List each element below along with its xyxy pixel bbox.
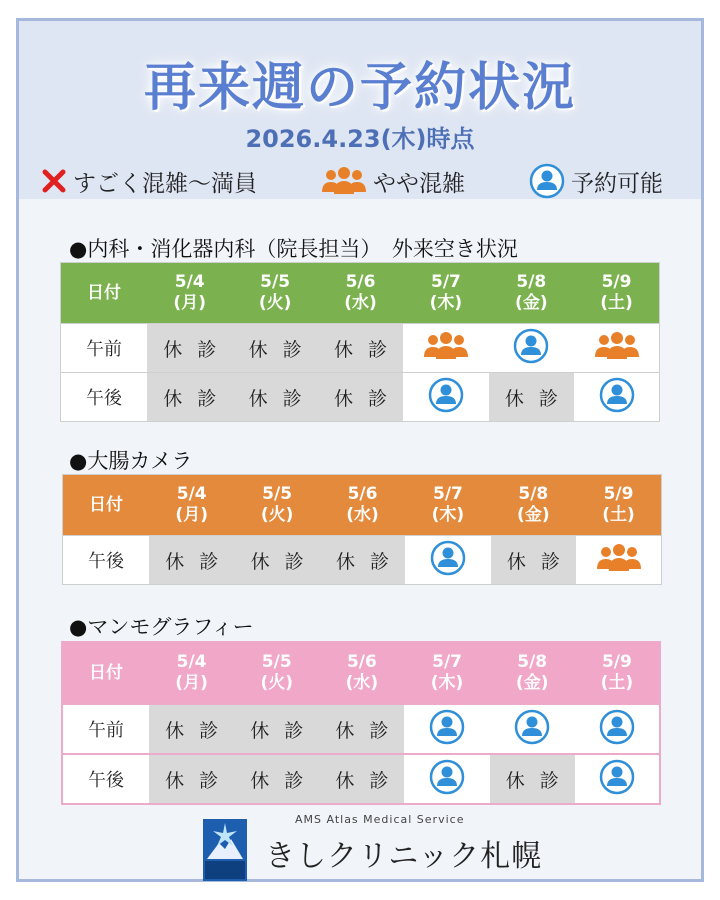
session-label: 午前: [62, 704, 149, 754]
crowd-icon: [594, 344, 640, 366]
status-cell-closed: [489, 373, 574, 422]
person-circle-icon: [513, 347, 549, 369]
date-weekday: (金): [515, 293, 548, 313]
status-cell-busy: [403, 324, 488, 373]
date-weekday: (火): [260, 673, 293, 693]
schedule-table-internal: [60, 262, 660, 422]
date-day: 5/5: [260, 272, 291, 292]
date-weekday: (火): [258, 293, 292, 313]
legend-full: [41, 161, 257, 201]
table-row: [61, 324, 660, 373]
header: [19, 21, 701, 199]
schedule-table-colonoscopy: [62, 474, 662, 585]
status-cell-closed: [320, 536, 405, 585]
date-header-cell: [490, 642, 575, 704]
legend-busy-label: やや混雑: [373, 170, 465, 197]
date-day: 5/5: [262, 484, 293, 504]
date-header-cell: [147, 263, 232, 324]
table-row: [62, 754, 660, 804]
status-cell-available: [574, 373, 659, 422]
closed-text: 診: [199, 550, 219, 573]
crowd-icon: [423, 344, 469, 366]
clinic-subline: AMS Atlas Medical Service: [295, 813, 465, 826]
status-cell-closed: [318, 324, 403, 373]
person-circle-icon: [430, 559, 466, 581]
date-weekday: (土): [600, 293, 633, 313]
closed-text: 休: [335, 719, 355, 742]
status-cell-busy: [576, 536, 661, 585]
status-cell-closed: [149, 536, 234, 585]
date-header-cell: [575, 642, 660, 704]
closed-text: 診: [539, 769, 559, 792]
date-weekday: (木): [431, 505, 465, 525]
date-header-label: 日付: [61, 263, 148, 324]
closed-text: 診: [369, 769, 389, 792]
closed-text: 診: [284, 719, 304, 742]
table-header-row: [61, 263, 660, 324]
as-of-date: 2026.4.23(木)時点: [245, 125, 475, 153]
date-header-cell: [319, 642, 404, 704]
date-weekday: (水): [344, 293, 377, 313]
date-day: 5/8: [517, 652, 548, 672]
section-title-mammography: ●マンモグラフィー: [69, 615, 254, 639]
status-cell-closed: [232, 324, 317, 373]
footer: [19, 811, 701, 881]
date-weekday: (土): [600, 673, 634, 693]
date-day: 5/6: [347, 484, 378, 504]
closed-text: 休: [250, 769, 270, 792]
status-cell-closed: [319, 754, 404, 804]
person-circle-icon: [428, 396, 464, 418]
person-circle-icon: [514, 728, 550, 750]
legend-full-label: すごく混雑〜満員: [73, 170, 257, 197]
date-day: 5/9: [601, 272, 632, 292]
date-weekday: (水): [345, 673, 379, 693]
closed-text: 休: [505, 769, 525, 792]
status-cell-closed: [147, 373, 232, 422]
status-cell-closed: [232, 373, 317, 422]
closed-text: 診: [368, 387, 388, 410]
date-weekday: (木): [429, 293, 463, 313]
date-weekday: (月): [175, 505, 208, 525]
date-weekday: (月): [173, 293, 206, 313]
date-day: 5/6: [346, 652, 377, 672]
page-title: 再来週の予約状況: [143, 58, 576, 118]
date-header-cell: [574, 263, 659, 324]
closed-text: 休: [165, 550, 185, 573]
status-cell-available: [405, 536, 490, 585]
date-day: 5/9: [601, 652, 632, 672]
date-header-cell: [405, 475, 490, 536]
closed-text: 休: [336, 550, 356, 573]
date-weekday: (土): [602, 505, 635, 525]
closed-text: 診: [368, 338, 388, 361]
clinic-logo: [203, 819, 247, 881]
closed-text: 休: [248, 338, 268, 361]
date-day: 5/9: [603, 484, 634, 504]
closed-text: 休: [250, 719, 270, 742]
closed-text: 診: [369, 719, 389, 742]
closed-text: 休: [165, 719, 185, 742]
crowd-icon: [596, 556, 642, 578]
section-title-colonoscopy: ●大腸カメラ: [69, 449, 193, 473]
closed-text: 休: [506, 550, 526, 573]
closed-text: 休: [163, 387, 183, 410]
date-day: 5/7: [430, 272, 461, 292]
closed-text: 診: [284, 550, 304, 573]
date-header-cell: [149, 475, 234, 536]
closed-text: 休: [335, 769, 355, 792]
date-weekday: (水): [346, 505, 379, 525]
red-x-icon: [41, 168, 67, 194]
session-label: 午前: [61, 324, 148, 373]
status-cell-available: [490, 704, 575, 754]
status-cell-available: [404, 754, 489, 804]
date-day: 5/4: [176, 484, 207, 504]
status-cell-available: [575, 704, 660, 754]
date-weekday: (火): [260, 505, 294, 525]
date-day: 5/7: [432, 652, 462, 672]
date-weekday: (金): [517, 505, 550, 525]
closed-text: 休: [165, 769, 185, 792]
date-header-label: 日付: [63, 475, 150, 536]
date-header-cell: [404, 642, 489, 704]
closed-text: 診: [540, 550, 560, 573]
person-circle-icon: [429, 728, 465, 750]
status-cell-available: [489, 324, 574, 373]
date-day: 5/8: [518, 484, 549, 504]
closed-text: 診: [282, 338, 302, 361]
closed-text: 休: [334, 338, 354, 361]
clinic-name: きしクリニック札幌: [265, 839, 543, 874]
status-cell-closed: [234, 754, 319, 804]
closed-text: 診: [284, 769, 304, 792]
date-header-cell: [232, 263, 317, 324]
date-day: 5/4: [174, 272, 205, 292]
table-header-row: [62, 642, 660, 704]
closed-text: 休: [334, 387, 354, 410]
table-row: [63, 536, 662, 585]
date-header-cell: [234, 475, 319, 536]
date-weekday: (月): [175, 673, 208, 693]
status-cell-closed: [318, 373, 403, 422]
closed-text: 診: [199, 719, 219, 742]
status-cell-busy: [574, 324, 659, 373]
table-row: [62, 704, 660, 754]
status-cell-closed: [234, 704, 319, 754]
date-weekday: (金): [515, 673, 549, 693]
closed-text: 休: [248, 387, 268, 410]
status-cell-closed: [149, 754, 234, 804]
closed-text: 休: [163, 338, 183, 361]
closed-text: 診: [370, 550, 390, 573]
status-cell-available: [404, 704, 489, 754]
date-header-cell: [491, 475, 576, 536]
date-day: 5/6: [345, 272, 376, 292]
person-circle-icon: [599, 728, 635, 750]
status-cell-closed: [149, 704, 234, 754]
date-day: 5/8: [516, 272, 547, 292]
legend-available: [529, 161, 663, 201]
crowd-icon: [321, 166, 367, 196]
status-cell-closed: [319, 704, 404, 754]
table-row: [61, 373, 660, 422]
closed-text: 診: [538, 387, 558, 410]
date-header-cell: [320, 475, 405, 536]
status-cell-closed: [491, 536, 576, 585]
section-title-internal: ●内科・消化器内科（院長担当） 外来空き状況: [69, 237, 518, 261]
date-header-cell: [149, 642, 234, 704]
closed-text: 診: [197, 387, 217, 410]
closed-text: 診: [197, 338, 217, 361]
date-day: 5/7: [432, 484, 463, 504]
person-circle-icon: [599, 396, 635, 418]
date-header-cell: [489, 263, 574, 324]
date-header-label: 日付: [62, 642, 149, 704]
table-header-row: [63, 475, 662, 536]
closed-text: 休: [504, 387, 524, 410]
person-circle-icon: [429, 778, 465, 800]
person-circle-icon: [529, 163, 565, 199]
session-label: 午後: [62, 754, 149, 804]
legend-available-label: 予約可能: [571, 170, 663, 197]
date-header-cell: [403, 263, 488, 324]
session-label: 午後: [61, 373, 148, 422]
status-cell-closed: [147, 324, 232, 373]
status-cell-available: [403, 373, 488, 422]
session-label: 午後: [63, 536, 150, 585]
date-day: 5/4: [176, 652, 207, 672]
status-cell-closed: [490, 754, 575, 804]
date-weekday: (木): [430, 673, 464, 693]
poster-frame: [16, 18, 704, 882]
schedule-table-mammography: [61, 641, 661, 805]
closed-text: 休: [250, 550, 270, 573]
status-cell-available: [575, 754, 660, 804]
legend-busy: [321, 161, 465, 201]
closed-text: 診: [199, 769, 219, 792]
date-header-cell: [576, 475, 661, 536]
status-cell-closed: [234, 536, 319, 585]
closed-text: 診: [282, 387, 302, 410]
date-header-cell: [234, 642, 319, 704]
date-header-cell: [318, 263, 403, 324]
person-circle-icon: [599, 778, 635, 800]
date-day: 5/5: [261, 652, 292, 672]
